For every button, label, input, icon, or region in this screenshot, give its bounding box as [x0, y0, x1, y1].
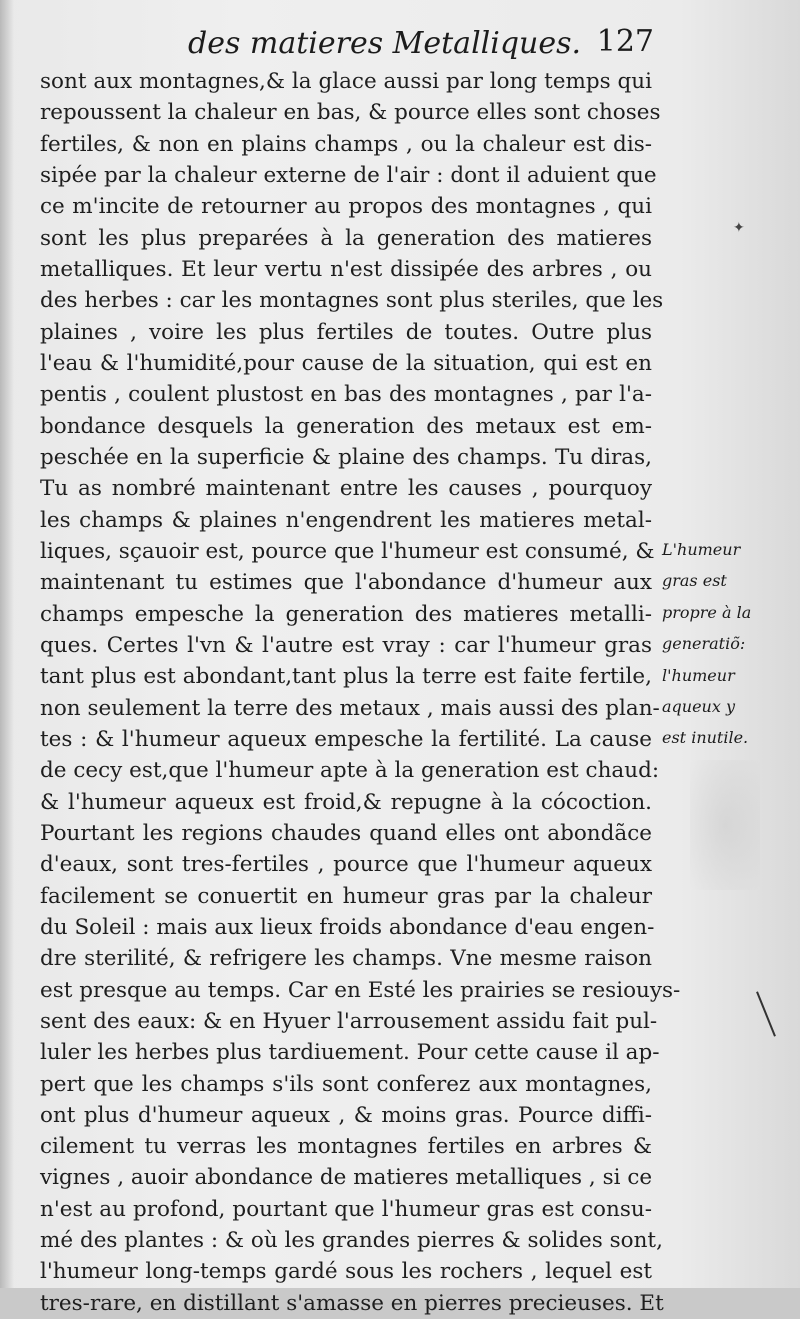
page-number: 127 [596, 24, 654, 59]
body-text [40, 66, 681, 1319]
text-line: Tu as nombré maintenant entre les causes , pourquoy [40, 476, 652, 502]
text-line: sont aux montagnes,& la glace aussi par long temps qui [40, 69, 652, 94]
margin-note-line: gras est [662, 571, 727, 591]
page-header [40, 24, 660, 68]
margin-mark-icon: ✦ [733, 220, 745, 236]
text-line: peschée en la superficie & plaine des champs. Tu diras, [40, 444, 652, 470]
text-line: liques, sçauoir est, pource que l'humeur est consumé, & [40, 538, 655, 564]
text-line: non seulement la terre des metaux , mais aussi des plan- [40, 695, 660, 721]
text-line: luler les herbes plus tardiuement. Pour cette cause il ap- [40, 1040, 660, 1066]
text-line: sent des eaux: & en Hyuer l'arrousement assidu fait pul- [40, 1008, 658, 1034]
text-line: bondance desquels la generation des metaux est em- [40, 413, 652, 439]
text-line: plaines , voire les plus fertiles de toutes. Outre plus [40, 319, 652, 345]
text-line: n'est au profond, pourtant que l'humeur gras est consu- [40, 1196, 652, 1222]
text-line: cilement tu verras les montagnes fertiles en arbres & [40, 1134, 652, 1160]
text-line: champs empesche la generation des matieres metalli- [40, 601, 652, 627]
text-line: sont les plus preparées à la generation des matieres [40, 225, 652, 251]
text-line: l'humeur long-temps gardé sous les rochers , lequel est [40, 1259, 652, 1285]
text-line: tes : & l'humeur aqueux empesche la fertilité. La cause [40, 726, 652, 752]
text-line: vignes , auoir abondance de matieres metalliques , si ce [40, 1165, 653, 1191]
text-line: ce m'incite de retourner au propos des montagnes , qui [40, 194, 652, 220]
text-line: tant plus est abondant,tant plus la terre est faite fertile, [40, 664, 652, 690]
text-line: est presque au temps. Car en Esté les prairies se resiouys- [40, 977, 681, 1003]
text-line: du Soleil : mais aux lieux froids abondance d'eau engen- [40, 914, 655, 940]
text-line: ques. Certes l'vn & l'autre est vray : car l'humeur gras [40, 632, 652, 658]
text-line: mé des plantes : & où les grandes pierres & solides sont, [40, 1228, 663, 1254]
text-line: de cecy est,que l'humeur apte à la generation est chaud: [40, 758, 660, 784]
text-line: ont plus d'humeur aqueux , & moins gras. Pource diffi- [40, 1102, 652, 1128]
text-line: d'eaux, sont tres-fertiles , pource que l'humeur aqueux [40, 852, 652, 878]
text-line: tres-rare, en distillant s'amasse en pierres precieuses. Et [40, 1290, 664, 1316]
margin-note-line: aqueux y [662, 696, 736, 716]
margin-note-line: generatiõ: [662, 634, 746, 654]
page-stain [690, 760, 760, 890]
text-line: des herbes : car les montagnes sont plus steriles, que les [40, 288, 664, 314]
ink-stroke-mark [756, 991, 776, 1036]
text-line: pentis , coulent plustost en bas des montagnes , par l'a- [40, 382, 652, 408]
text-line: sipée par la chaleur externe de l'air : dont il aduient que [40, 162, 657, 188]
margin-note-line: l'humeur [662, 665, 735, 685]
running-title: des matieres Metalliques. [188, 26, 582, 61]
text-line: les champs & plaines n'engendrent les matieres metal- [40, 507, 652, 533]
margin-note-line: L'humeur [662, 540, 741, 559]
text-line: l'eau & l'humidité,pour cause de la situation, qui est en [40, 350, 652, 376]
margin-note-line: propre à la [662, 602, 752, 622]
text-line: facilement se conuertit en humeur gras par la chaleur [40, 883, 652, 909]
text-line: pert que les champs s'ils sont conferez aux montagnes, [40, 1071, 652, 1097]
page-gutter-shadow [0, 0, 14, 1288]
text-line: & l'humeur aqueux est froid,& repugne à la cócoction. [40, 789, 652, 815]
text-line: repoussent la chaleur en bas, & pource elles sont choses [40, 100, 661, 126]
text-line: maintenant tu estimes que l'abondance d'humeur aux [40, 570, 652, 596]
text-line: metalliques. Et leur vertu n'est dissipée des arbres , ou [40, 256, 652, 282]
margin-note [662, 534, 792, 754]
text-line: Pourtant les regions chaudes quand elles ont abondãce [40, 820, 652, 846]
text-line: dre sterilité, & refrigere les champs. Vne mesme raison [40, 946, 652, 972]
margin-note-line: est inutile. [662, 728, 749, 748]
text-line: fertiles, & non en plains champs , ou la chaleur est dis- [40, 131, 652, 157]
